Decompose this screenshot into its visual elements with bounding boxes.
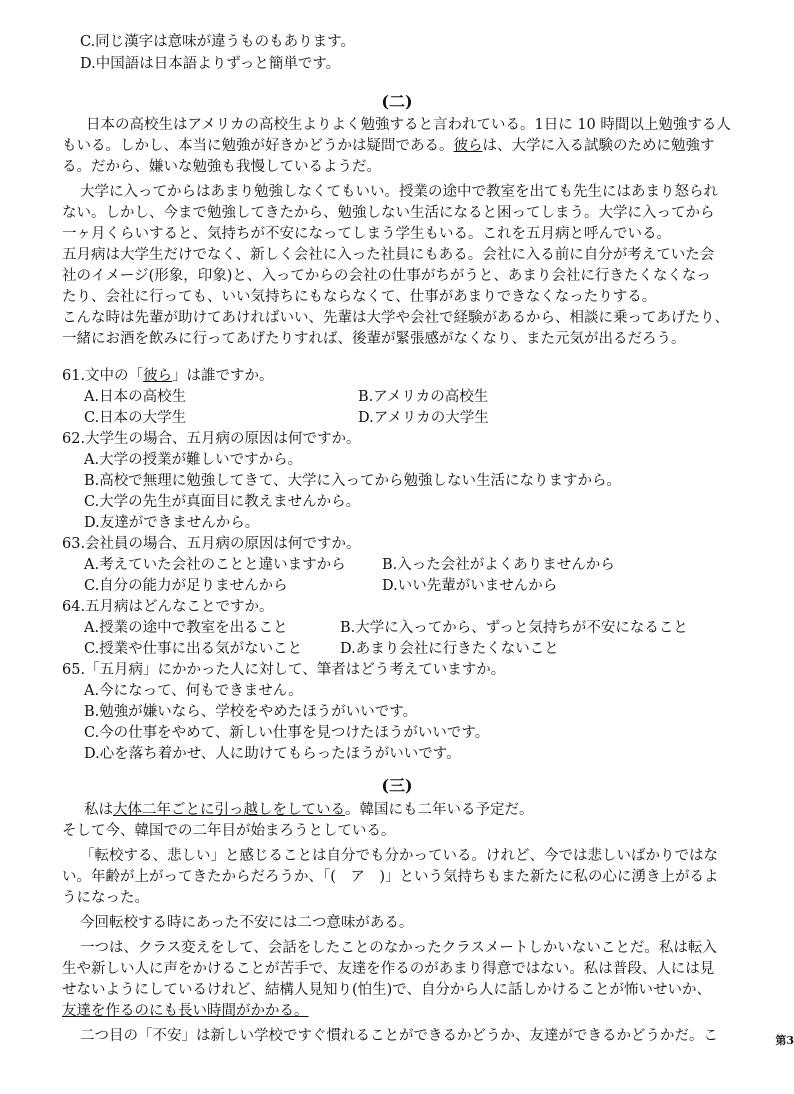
q62-option-d: D.友達ができませんから。: [84, 515, 260, 531]
question-65: 65.「五月病」にかかった人に対して、筆者はどう考えていますか。: [62, 662, 506, 678]
passage-line: もいる。しかし、本当に勉強が好きかどうかは疑問である。彼らは、大学に入る試験のために勉強す: [62, 138, 715, 154]
passage-line: 友達を作るのにも長い時間がかかる。: [62, 1003, 309, 1019]
passage-line: 五月病は大学生だけでなく、新しく会社に入った社員にもある。会社に入る前に自分が考えていた会: [62, 247, 715, 263]
q65-option-d: D.心を落ち着かせ、人に助けてもらったほうがいいです。: [84, 746, 461, 762]
q61-option-c: C.日本の大学生: [84, 410, 187, 426]
passage-line: 今回転校する時にあった不安には二つ意味がある。: [80, 915, 414, 931]
q65-option-c: C.今の仕事をやめて、新しい仕事を見つけたほうがいいです。: [84, 725, 490, 741]
q64-option-a: A.授業の途中で教室を出ること: [84, 620, 288, 636]
q65-option-a: A.今になって、何もできません。: [84, 683, 303, 699]
passage-line: 「転校する、悲しい」と感じることは自分でも分かっている。けれど、今では悲しいばかりではな: [80, 848, 718, 864]
passage-line: る。だから、嫌いな勉強も我慢しているようだ。: [62, 159, 381, 175]
passage-line: こんな時は先輩が助けてあければいい、先輩は大学や会社で経験があるから、相談に乗ってあげたり、: [62, 310, 729, 326]
q63-option-b: B.入った会社がよくありませんから: [382, 557, 615, 573]
passage-line: 大学に入ってからはあまり勉強しなくてもいい。授業の途中で教室を出ても先生にはあまり怒られ: [80, 184, 718, 200]
page-number: 第3: [775, 1034, 794, 1047]
question-64: 64.五月病はどんなことですか。: [62, 599, 274, 615]
passage-line: 生や新しい人に声をかけることが苦手で、友達を作るのがあまり得意ではない。私は普段、人には見: [62, 961, 715, 977]
passage-line: 私は大体二年ごとに引っ越しをしている。韓国にも二年いる予定だ。: [84, 802, 534, 818]
passage-line: 社のイメージ(形象，印象)と、入ってからの会社の仕事がちがうと、あまり会社に行きたくなくなっ: [62, 268, 711, 284]
prev-option-c: C.同じ漢字は意味が違うものもあります。: [80, 34, 356, 50]
q63-option-d: D.いい先輩がいませんから: [382, 578, 558, 594]
passage-line: 一ヶ月くらいすると、気持ちが不安になってしまう学生もいる。これを五月病と呼んでいる。: [62, 226, 671, 242]
passage-line: 日本の高校生はアメリカの高校生よりよく勉強すると言われている。1日に 10 時間以上勉強する人: [86, 117, 731, 133]
q62-option-a: A.大学の授業が難しいですから。: [84, 452, 303, 468]
passage-line: うになった。: [62, 890, 149, 906]
passage-line: せないようにしているけれど、結構人見知り(怕生)で、自分から人に話しかけることが怖いせいか、: [62, 982, 712, 998]
passage-line: 二つ目の「不安」は新しい学校ですぐ慣れることができるかどうか、友達ができるかどうかだ。こ: [80, 1028, 718, 1044]
section-2-heading: (二): [381, 92, 413, 111]
q62-option-c: C.大学の先生が真面目に教えませんから。: [84, 494, 361, 510]
q64-option-c: C.授業や仕事に出る気がないこと: [84, 641, 303, 657]
q61-option-d: D.アメリカの大学生: [358, 410, 489, 426]
passage-line: 一緒にお酒を飲みに行ってあげたりすれば、後輩が緊張感がなくなり、また元気が出るだろう。: [62, 331, 686, 347]
question-62: 62.大学生の場合、五月病の原因は何ですか。: [62, 431, 361, 447]
q61-option-a: A.日本の高校生: [84, 389, 187, 405]
q64-option-d: D.あまり会社に行きたくないこと: [340, 641, 559, 657]
q63-option-c: C.自分の能力が足りませんから: [84, 578, 288, 594]
passage-line: 一つは、クラス変えをして、会話をしたことのなかったクラスメートしかいないことだ。私は転入: [80, 940, 717, 956]
passage-line: ない。しかし、今まで勉強してきたから、勉強しない生活になると困ってしまう。大学に入ってから: [62, 205, 715, 221]
q63-option-a: A.考えていた会社のことと違いますから: [84, 557, 346, 573]
q62-option-b: B.高校で無理に勉強してきて、大学に入ってから勉強しない生活になりますから。: [84, 473, 621, 489]
q64-option-b: B.大学に入ってから、ずっと気持ちが不安になること: [340, 620, 688, 636]
section-3-heading: (三): [381, 776, 413, 795]
passage-line: そして今、韓国での二年目が始まろうとしている。: [62, 823, 396, 839]
question-61: 61.文中の「彼ら」は誰ですか。: [62, 368, 274, 384]
passage-line: たり、会社に行っても、いい気持ちにもならなくて、仕事があまりできなくなったりする。: [62, 289, 657, 305]
question-63: 63.会社員の場合、五月病の原因は何ですか。: [62, 536, 361, 552]
q61-option-b: B.アメリカの高校生: [358, 389, 489, 405]
passage-line: い。年齢が上がってきたからだろうか、「( ア )」という気持ちもまた新たに私の心に湧き上がるよ: [62, 869, 719, 885]
kare-ra-underline: 彼ら: [453, 138, 483, 154]
prev-option-d: D.中国語は日本語よりずっと簡単です。: [80, 56, 341, 72]
q65-option-b: B.勉強が嫌いなら、学校をやめたほうがいいです。: [84, 704, 418, 720]
